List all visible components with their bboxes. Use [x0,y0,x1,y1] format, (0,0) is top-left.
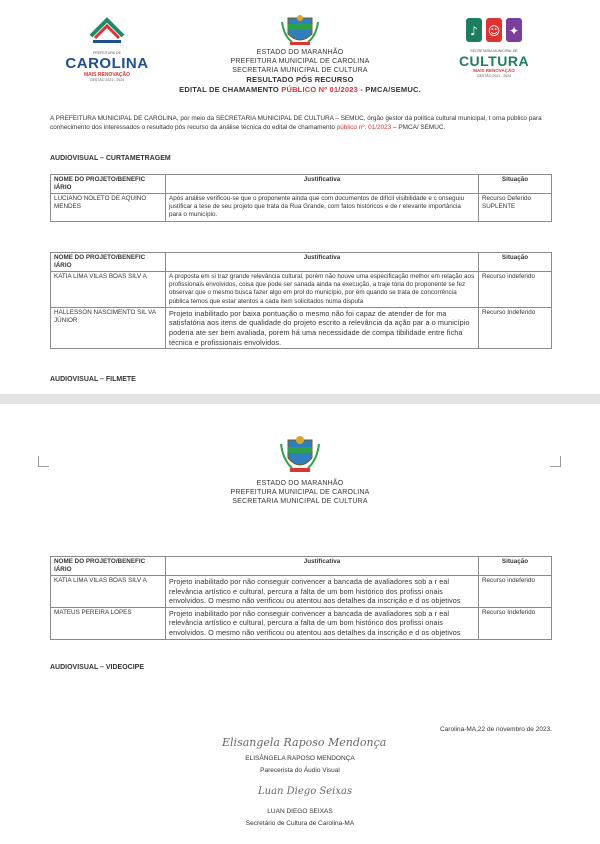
page-gap [0,394,600,404]
signature-2: Luan Diego Seixas [258,786,353,797]
svg-text:♪: ♪ [470,24,478,38]
carolina-logo-word: CAROLINA [65,55,149,72]
column-header-justification: Justificativa [166,175,479,194]
row-justification: A proposta em si traz grande relevância cultural, porém não houve uma especificação melhor em relação aos profissionais envolvidos, coisa que pode ser sanada ainda na execução, a traje tória do proponente se fez observar que o mesmo busca fazer algo em prol do município, por ém quando se trata de concorrência pública temos que estar atentos a cada item solicitados numa disputa [166,272,479,308]
row-justification: Após análise verificou-se que o proponente ainda que com documentos de difícil visibilidade e c onseguiu justificar a tese de seu projeto que trata da Rua Grande, com fatos históricos e de r elevante importância para o município. [166,194,479,222]
intro-paragraph [50,114,552,132]
signer-2-name: LUAN DIEGO SEIXAS [267,808,333,815]
edital-title [0,85,600,95]
row-name: HALLESSON NASCIMENTO SIL VA JÚNIOR [51,307,166,348]
row-name: KATIA LIMA VILAS BOAS SILV A [51,576,166,608]
table-row [51,272,552,308]
column-header-name: NOME DO PROJETO/BENEFIC IÁRIO [51,253,166,272]
row-status: Recurso indeferido [479,272,552,308]
cultura-logo-tiny: GESTÃO 2021 - 2024 [476,74,512,78]
table-row [51,194,552,222]
row-justification: Projeto inabilitado por não conseguir convencer a bancada de avaliadores sob a r eal relevância artístico e cultural, percura a falta de um bom histórico dos profissi onais envolvidos. O mesmo não verificou ou atentou aos detalhes da inscrição e d os objetivos [166,576,479,608]
section-title-curtametragem: AUDIOVISUAL – CURTAMETRAGEM [50,155,171,162]
intro-edital-number: público nº. 01/2023 [336,124,392,131]
table-row [51,607,552,639]
signer-1-role: Parecerista do Áudio Visual [260,767,340,774]
column-header-status: Situação [479,253,552,272]
carolina-logo-slogan: MAIS RENOVAÇÃO [83,72,131,78]
row-name: KATIA LIMA VILAS BOAS SILV A [51,272,166,308]
svg-text:✦: ✦ [508,24,520,38]
cultura-logo-slogan: MAIS RENOVAÇÃO [473,68,515,73]
header-state: ESTADO DO MARANHÃO [256,49,344,56]
table-header-row [51,557,552,576]
crop-mark [550,456,561,467]
cultura-emblem-icon [464,14,524,44]
document-page-2 [0,404,600,844]
results-table-curtametragem [50,174,552,222]
table-row [51,307,552,348]
section-title-videoclipe: AUDIOVISUAL – VIDEOCIPE [50,664,145,671]
row-justification: Projeto inabilitado por baixa pontuação o mesmo não foi capaz de atender de for ma satisfatória aos itens de qualidade do projeto escrito a relevância da ação par a o município poderia ate ser bem avaliada, porem há uma necessidade de compa tibilidade entre ficha técnica e profissionais envolvidos. [166,307,479,348]
cultura-logo-word: CULTURA [458,53,530,69]
edital-suffix: - PMCA/SEMUC. [358,85,421,94]
edital-prefix: EDITAL DE CHAMAMENTO [179,85,282,94]
column-header-name: NOME DO PROJETO/BENEFIC IÁRIO [51,175,166,194]
table-header-row [51,253,552,272]
coat-of-arms-icon [280,14,320,48]
column-header-status: Situação [479,175,552,194]
header-prefeitura: PREFEITURA MUNICIPAL DE CAROLINA [230,489,370,496]
header-secretaria: SECRETARIA MUNICIPAL DE CULTURA [232,67,368,74]
result-title: RESULTADO PÓS RECURSO [246,75,354,84]
signer-1-name: ELISÂNGELA RAPOSO MENDONÇA [245,755,355,762]
row-name: LUCIANO NOLETO DE AQUINO MENDES [51,194,166,222]
coat-of-arms-icon [278,434,322,476]
column-header-name: NOME DO PROJETO/BENEFIC IÁRIO [51,557,166,576]
carolina-emblem-icon [87,14,127,46]
edital-number: PÚBLICO Nº 01/2023 [281,85,359,94]
signature-1: Elisangela Raposo Mendonça [222,736,387,749]
letterhead-page-2 [0,479,600,506]
intro-text-2: – PMCA/ SEMUC. [391,124,446,131]
table-row [51,576,552,608]
table-header-row [51,175,552,194]
column-header-status: Situação [479,557,552,576]
signer-2-role: Secretário de Cultura de Carolina-MA [245,820,355,827]
results-table-curtametragem-2 [50,252,552,349]
section-title-filmete: AUDIOVISUAL – FILMETE [50,376,136,383]
svg-text:☺: ☺ [487,24,501,38]
document-page-1 [0,0,600,394]
column-header-justification: Justificativa [166,557,479,576]
row-name: MATEUS PEREIRA LOPES [51,607,166,639]
row-justification: Projeto inabilitado por não conseguir convencer a bancada de avaliadores sob a r eal relevância artístico e cultural, percura a falta de um bom histórico dos profissi onais envolvidos. O mesmo não verificou ou atentou aos detalhes da inscrição e d os objetivos [166,607,479,639]
row-status: Recurso Deferido SUPLENTE [479,194,552,222]
results-table-filmete [50,556,552,640]
header-secretaria: SECRETARIA MUNICIPAL DE CULTURA [232,498,368,505]
column-header-justification: Justificativa [166,253,479,272]
carolina-logo-top-text: PREFEITURA DE [93,51,121,55]
letterhead [0,48,600,95]
header-prefeitura: PREFEITURA MUNICIPAL DE CAROLINA [230,58,370,65]
header-state: ESTADO DO MARANHÃO [256,480,344,487]
row-status: Recurso indeferido [479,576,552,608]
signoff-date: Carolina-MA,22 de novembro de 2023. [439,726,552,733]
row-status: Recurso Indeferido [479,607,552,639]
carolina-logo-tiny: GESTÃO 2021 - 2024 [89,78,125,82]
crop-mark [38,456,49,467]
row-status: Recurso Indeferido [479,307,552,348]
intro-text-1: A PREFEITURA MUNICIPAL DE CAROLINA, por meio da SECRETARIA MUNICIPAL DE CULTURA – SEMUC, órgão gestor da política cultural municipal, t orna público para conhecimento dos interessados o resultado pós recurso da análise técnica do edital de chamamento [50,115,542,131]
cultura-logo-top-text: SECRETARIA MUNICIPAL DE [470,49,518,53]
